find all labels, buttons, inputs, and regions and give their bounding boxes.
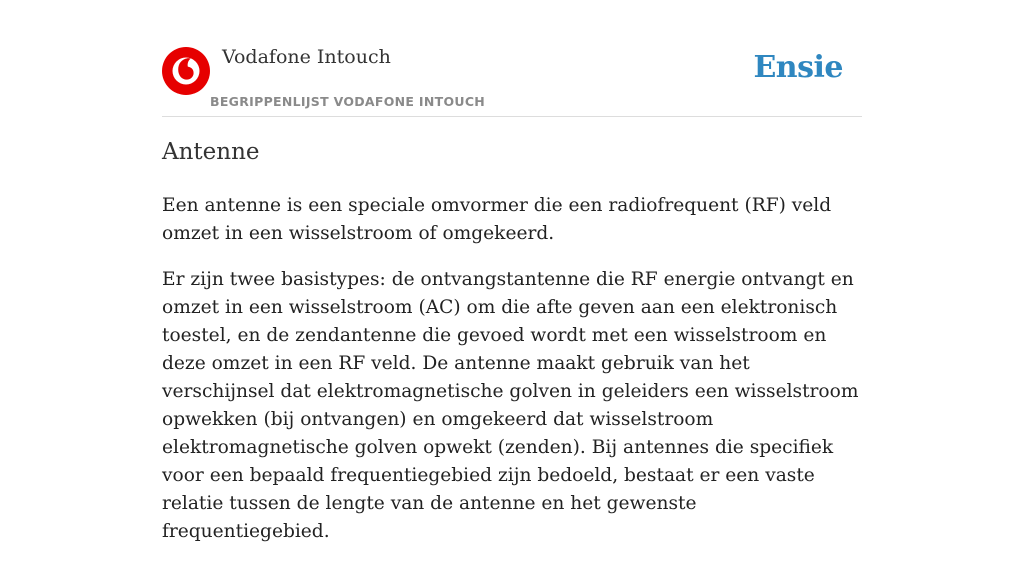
page [162, 0, 862, 542]
paragraph-2: Er zijn twee basistypes: de ontvangstantenne die RF energie ontvangt en omzet in een wisselstroom (AC) om die afte geven aan een elektronisch toestel, en de zendantenne die gevoed wordt met een wisselstroom en deze omzet in een RF veld. De antenne maakt gebruik van het verschijnsel dat elektromagnetische golven in geleiders een wisselstroom opwekken (bij ontvangen) en omgekeerd dat wisselstroom elektromagnetische golven opwekt (zenden). Bij antennes die specifiek voor een bepaald frequentiegebied zijn bedoeld, bestaat er een vaste relatie tussen de lengte van de antenne en het gewenste frequentiegebied. [162, 269, 859, 542]
brand-subtitle[interactable]: BEGRIPPENLIJST VODAFONE INTOUCH [210, 94, 486, 109]
paragraph-1: Een antenne is een speciale omvormer die een radiofrequent (RF) veld omzet in een wisselstroom of omgekeerd. [162, 195, 832, 244]
header [162, 0, 862, 117]
page-title: Antenne [162, 139, 260, 165]
vodafone-logo-icon[interactable] [162, 47, 210, 95]
ensie-logo[interactable]: Ensie [753, 50, 843, 85]
article-body [162, 192, 862, 564]
brand-name[interactable]: Vodafone Intouch [222, 46, 391, 68]
